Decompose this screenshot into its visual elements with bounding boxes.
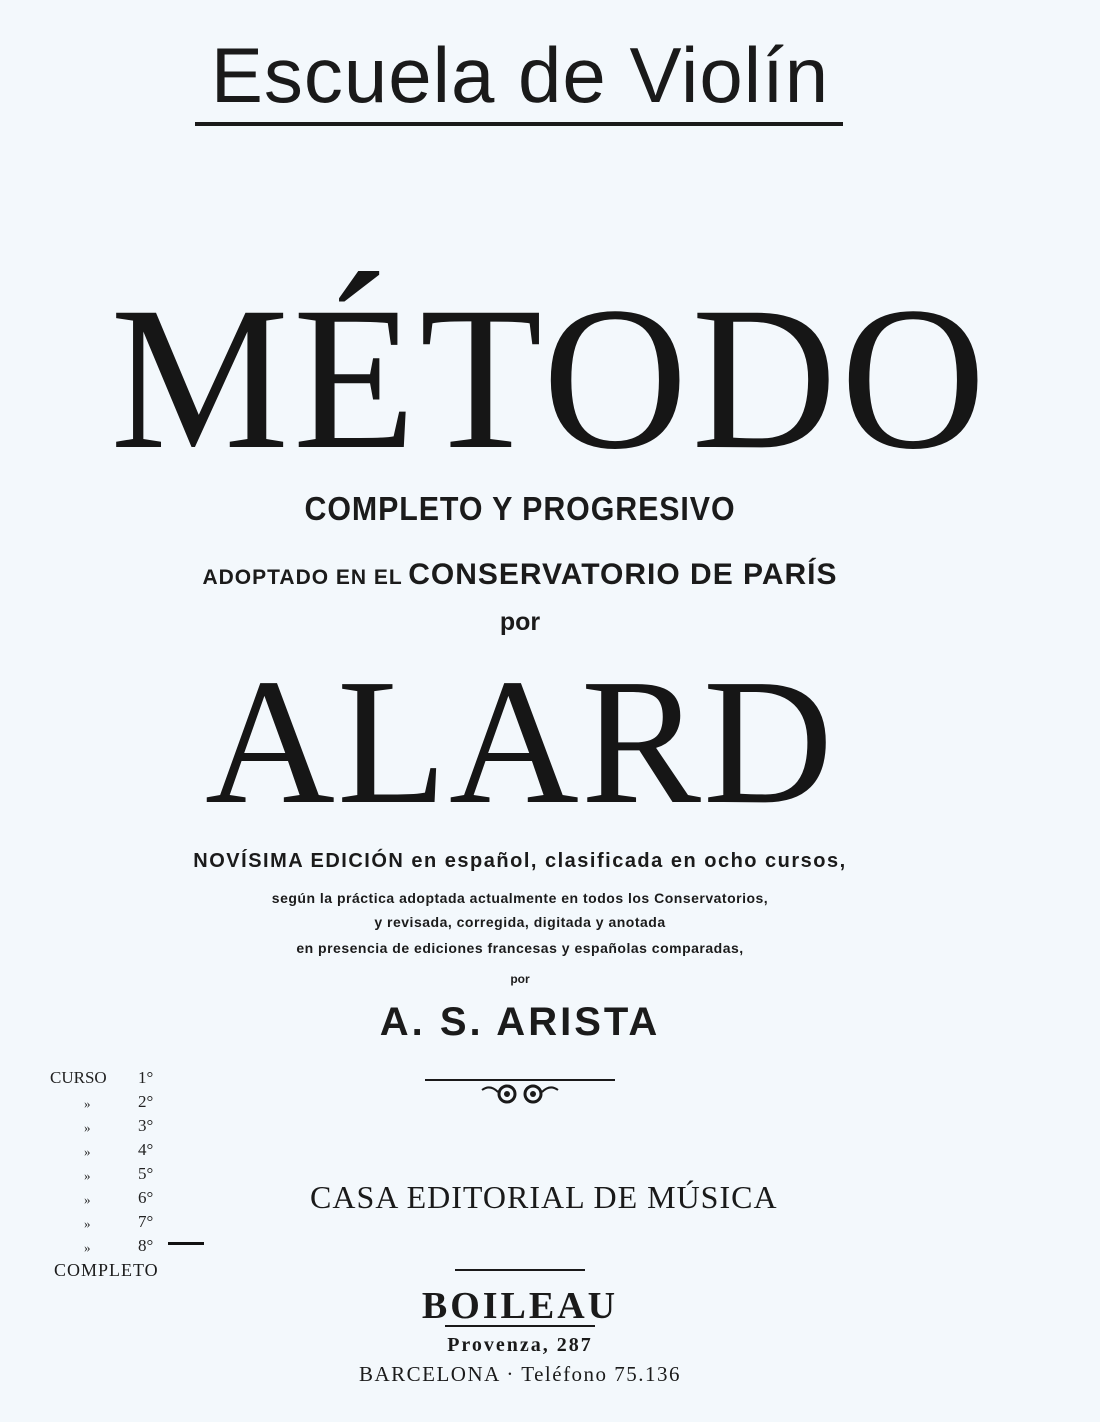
ditto-mark: »: [84, 1216, 91, 1231]
course-number: 7°: [138, 1212, 154, 1231]
ornament-icon: [420, 1070, 620, 1110]
edition-line-3: y revisada, corregida, digitada y anotada: [374, 914, 666, 930]
series-title: Escuela de Violín: [210, 31, 830, 119]
course-number: 5°: [138, 1164, 154, 1183]
course-number: 2°: [138, 1092, 154, 1111]
ditto-mark: »: [84, 1240, 91, 1255]
publisher-seal: [310, 1179, 778, 1358]
edition-line-4: en presencia de ediciones francesas y españolas comparadas,: [296, 940, 744, 956]
main-title: MÉTODO: [110, 265, 990, 492]
publisher-address: BARCELONA · Teléfono 75.136: [358, 1362, 682, 1386]
subtitle: COMPLETO Y PROGRESIVO: [304, 490, 736, 527]
publisher-name: BOILEAU: [421, 1285, 619, 1327]
ditto-mark: »: [84, 1168, 91, 1183]
course-number: 8°: [138, 1236, 154, 1255]
ditto-mark: »: [84, 1120, 91, 1135]
course-complete: COMPLETO: [54, 1260, 159, 1280]
editor-name: A. S. ARISTA: [379, 1000, 661, 1044]
course-label: CURSO: [50, 1068, 107, 1087]
publisher-arc-text: CASA EDITORIAL DE MÚSICA: [310, 1179, 778, 1215]
selection-mark: [168, 1242, 204, 1245]
editor-by-label: por: [510, 972, 530, 986]
edition-line-2: según la práctica adoptada actualmente en todos los Conservatorios,: [271, 890, 769, 906]
publisher-street: Provenza, 287: [447, 1334, 593, 1356]
course-number: 1°: [138, 1068, 154, 1087]
ditto-mark: »: [84, 1192, 91, 1207]
title-underline: [195, 122, 843, 126]
adopted-conservatory: CONSERVATORIO DE PARÍS: [408, 558, 838, 591]
by-label: por: [499, 608, 541, 636]
author-name: ALARD: [205, 642, 835, 841]
adopted-small: ADOPTADO EN EL: [202, 566, 403, 589]
ditto-mark: »: [84, 1144, 91, 1159]
course-number: 6°: [138, 1188, 154, 1207]
edition-line-1: NOVÍSIMA EDICIÓN en español, clasificada en ocho cursos,: [193, 850, 847, 872]
ditto-mark: »: [84, 1096, 91, 1111]
course-number: 3°: [138, 1116, 154, 1135]
course-number: 4°: [138, 1140, 154, 1159]
adopted-line: [0, 558, 1040, 592]
